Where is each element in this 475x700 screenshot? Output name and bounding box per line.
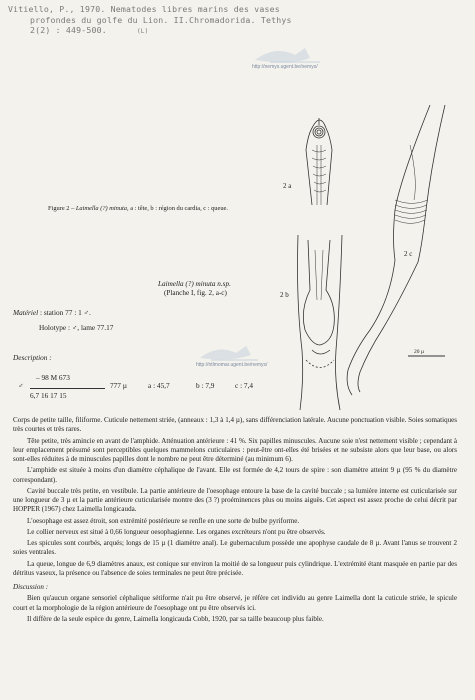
citation-line-3: 2(2) : 449-500. (L) [30,25,149,35]
citation-line-1: Vitiello, P., 1970. Nematodes libres marins des vases [8,4,280,14]
scale-label: 20 µ [414,349,425,355]
paragraph: Cavité buccale très petite, en vestibule. La partie antérieure de l'oesophage entoure la base de la cavité buccale ; sa lumière interne est cuticularisée sur une longueur de 3 µ et la partie antérieure cuticularisée montre des (3 ?) proéminences plus ou moins aiguës. Cet aspect est assez proche de celui décrit par HOPPER (1967) chez Laimella longicauda. [13,486,457,514]
species-title: Laimella (?) minuta n.sp. (Planche I, fig. 2, a-c) [158,280,231,297]
watermark-text-top: http://nemys.ugent.be/nemys/ [252,64,318,70]
fig-label-2a: 2 a [283,182,292,190]
paragraph: Les spicules sont courbés, arqués; longs de 15 µ (1 diamètre anal). Le gubernaculum possède une apophyse caudale de 8 µ. Avant l'anus se trouvent 2 soies ventrales. [13,539,457,557]
paragraph: L'oesophage est assez étroit, son extrémité postérieure se renfle en une sorte de bulbe pyriforme. [27,516,300,525]
formula-fraction-line [30,388,105,389]
holotype-line: Holotype : ♂, lame 77.17 [39,323,114,332]
figure-caption: Figure 2 – Laimella (?) minuta, a : tête, b : région du cardia, c : queue. [48,205,228,212]
paragraph: L'amphide est située à moins d'un diamètre céphalique de l'avant. Elle est formée de 4,2 tours de spire : son diamètre atteint 9 µ (95 % du diamètre correspondant). [13,466,457,484]
paragraph: La queue, longue de 6,9 diamètres anaux, est conique sur environ la moitié de sa longueur puis cylindrique. L'extrémité étant masquée en partie par des détritus vaseux, la présence ou l'absence de soies terminales ne peut être précisée. [13,559,457,577]
fig-label-2c: 2 c [404,250,413,258]
material-line: Matériel : station 77 : 1 ♂. [13,308,91,317]
description-heading: Description : [13,353,52,362]
paragraph: Corps de petite taille, filiforme. Cuticule nettement striée, (anneaux : 1,3 à 1,4 µ), sans différenciation latérale. Aucune ponctuation visible. Soies somatiques très courtes et très rares. [13,416,457,434]
description-body [13,416,457,626]
watermark-text-mid: http://ntlmomar.ugent.be/nemys/ [196,362,268,368]
discussion-heading: Discussion : [13,583,49,591]
citation-line-2: profondes du golfe du Lion. II.Chromadorida. Tethys [30,14,292,25]
paragraph: Il diffère de la seule espèce du genre, Laimella longicauda Cobb, 1920, par sa taille beaucoup plus faible. [27,614,324,623]
measurement-formula: ♂ – 98 M 673 6,7 16 17 15 777 µ a : 45,7 b : 7,9 c : 7,4 [18,373,254,400]
paragraph: Bien qu'aucun organe sensoriel céphalique sétiforme n'ait pu être observé, je réfère cet individu au genre Laimella dont la cuticule striée, le spicule court et la morphologie de la région antérieure de l'oesophage ont pu être observés ici. [13,594,457,612]
fig-label-2b: 2 b [280,291,289,299]
paragraph: Tête petite, très amincie en avant de l'amphide. Atténuation antérieure : 41 %. Six papilles minuscules. Aucune soie n'est nettement visible ; cependant à leur emplacement présumé sont perceptibles quelques mammelons cuticulaires : peut-être ont-elles été brisées et ne subsiste alors que leur base, ou alors sont-elles réduites à de minuscules papilles dont le nombre ne peut être déterminé (au minimum 6). [13,436,457,463]
paragraph: Le collier nerveux est situé à 0,66 longueur oesophagienne. Les organes excréteurs n'ont pu être observés. [27,527,326,536]
